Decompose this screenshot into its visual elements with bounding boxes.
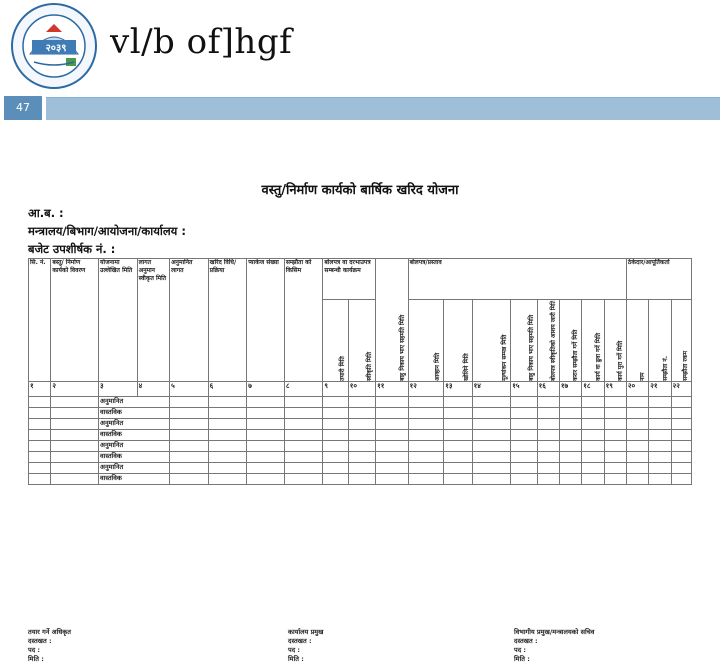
table-cell xyxy=(284,462,323,473)
table-cell xyxy=(604,440,626,451)
table-cell xyxy=(444,429,472,440)
header-plan-date: योजनामा उल्लेखित मिति xyxy=(99,259,138,382)
table-cell xyxy=(348,407,375,418)
table-cell xyxy=(582,418,604,429)
row-type-label: वास्तविक xyxy=(99,429,170,440)
row-type-label: वास्तविक xyxy=(99,451,170,462)
table-row xyxy=(29,440,692,451)
table-cell xyxy=(247,440,285,451)
table-cell xyxy=(323,429,348,440)
page-number: 47 xyxy=(16,101,30,114)
table-cell xyxy=(626,440,648,451)
header-description: बस्तु/ निर्माण कार्यको विवरण xyxy=(51,259,99,382)
column-number: २ xyxy=(51,381,99,396)
row-type-label: वास्तविक xyxy=(99,473,170,484)
column-number: १३ xyxy=(444,381,472,396)
procurement-plan-document xyxy=(24,180,696,663)
table-cell xyxy=(348,462,375,473)
table-cell xyxy=(170,473,209,484)
table-cell xyxy=(649,451,671,462)
table-cell xyxy=(649,418,671,429)
table-row xyxy=(29,429,692,440)
procurement-table xyxy=(28,258,692,485)
column-number: १७ xyxy=(559,381,581,396)
table-cell xyxy=(537,440,559,451)
column-number: १९ xyxy=(604,381,626,396)
table-cell xyxy=(626,396,648,407)
table-cell xyxy=(671,440,691,451)
table-cell xyxy=(511,473,537,484)
header-proposal-4: बाहु निकाय भाए सहमति मिति xyxy=(511,300,537,382)
table-cell xyxy=(472,451,511,462)
column-number: १५ xyxy=(511,381,537,396)
table-cell xyxy=(408,440,444,451)
table-cell xyxy=(537,473,559,484)
column-number: ११ xyxy=(376,381,408,396)
table-cell xyxy=(170,429,209,440)
header-contract-type: सम्झौता को किसिम xyxy=(284,259,323,382)
column-number-row xyxy=(29,381,692,396)
table-cell xyxy=(408,396,444,407)
row-type-label: अनुमानित xyxy=(99,462,170,473)
table-cell xyxy=(29,462,51,473)
table-cell xyxy=(51,462,99,473)
row-type-label: अनुमानित xyxy=(99,418,170,429)
table-row xyxy=(29,418,692,429)
column-number: ५ xyxy=(170,381,209,396)
table-cell xyxy=(51,451,99,462)
header-proposal-6: करार सम्झौता गर्ने मिति xyxy=(559,300,581,382)
table-cell xyxy=(537,462,559,473)
table-cell xyxy=(511,396,537,407)
column-number: १२ xyxy=(408,381,444,396)
table-cell xyxy=(51,440,99,451)
table-cell xyxy=(649,440,671,451)
table-cell xyxy=(559,451,581,462)
header-proposal-2: खोलिने मिति xyxy=(444,300,472,382)
table-cell xyxy=(444,396,472,407)
table-cell xyxy=(284,418,323,429)
table-cell xyxy=(444,462,472,473)
table-cell xyxy=(284,440,323,451)
table-cell xyxy=(376,451,408,462)
table-cell xyxy=(323,473,348,484)
table-cell xyxy=(537,418,559,429)
table-cell xyxy=(284,407,323,418)
header-method: खरिद विधि/ प्रक्रिया xyxy=(208,259,247,382)
fiscal-year-label: आ.ब. : xyxy=(28,206,64,220)
table-header-row-1 xyxy=(29,259,692,300)
header-vendor-amount: सम्झौता रकम xyxy=(671,300,691,382)
header-vendor: ठेकेदार/आपूर्तिकर्ता xyxy=(626,259,691,300)
header-estimated-cost: अनुमानित लागत xyxy=(170,259,209,382)
header-proposal-5: बोलपत्र स्वीकृतिको आशय जारी मिति xyxy=(537,300,559,382)
table-cell xyxy=(537,429,559,440)
header-proposal-3: मूल्यांकन सम्पन्न मिति xyxy=(472,300,511,382)
table-cell xyxy=(604,451,626,462)
signature-line: पद : xyxy=(288,646,301,654)
table-cell xyxy=(408,407,444,418)
table-cell xyxy=(582,473,604,484)
table-cell xyxy=(511,440,537,451)
header-proposal-7: कार्य वा ढुवा गर्ने मिति xyxy=(582,300,604,382)
table-cell xyxy=(247,396,285,407)
header-bar xyxy=(46,97,720,120)
table-cell xyxy=(559,407,581,418)
table-cell xyxy=(671,462,691,473)
table-cell xyxy=(408,462,444,473)
table-cell xyxy=(671,396,691,407)
table-cell xyxy=(170,407,209,418)
table-cell xyxy=(284,396,323,407)
table-cell xyxy=(51,396,99,407)
signature-block-preparer xyxy=(28,628,71,664)
table-cell xyxy=(247,451,285,462)
table-row xyxy=(29,462,692,473)
signature-line: पद : xyxy=(28,646,41,654)
table-cell xyxy=(604,396,626,407)
signature-line: मिति : xyxy=(28,655,44,663)
header-vendor-contract-no: सम्झौता नं. xyxy=(649,300,671,382)
signature-line: मिति : xyxy=(514,655,530,663)
signature-line: दस्तखत : xyxy=(28,637,52,645)
header-bid-proposal: बोलपत्र/प्रस्ताव xyxy=(408,259,626,300)
table-cell xyxy=(511,418,537,429)
table-cell xyxy=(472,440,511,451)
column-number: १६ xyxy=(537,381,559,396)
table-cell xyxy=(537,407,559,418)
table-cell xyxy=(247,418,285,429)
budget-head-label: बजेट उपशीर्षक नं. : xyxy=(28,242,116,256)
column-number: १० xyxy=(348,381,375,396)
table-cell xyxy=(29,396,51,407)
table-cell xyxy=(408,451,444,462)
table-cell xyxy=(559,440,581,451)
table-cell xyxy=(284,473,323,484)
table-cell xyxy=(247,473,285,484)
column-number: ९ xyxy=(323,381,348,396)
column-number: ३ xyxy=(99,381,138,396)
table-cell xyxy=(604,407,626,418)
header-bid-program: बोलपत्र वा दरभाउपत्र सम्बन्धी कार्यक्रम xyxy=(323,259,376,300)
column-number: ४ xyxy=(137,381,169,396)
table-cell xyxy=(582,440,604,451)
signature-line: तयार गर्ने अधिकृत xyxy=(28,628,71,636)
table-cell xyxy=(284,451,323,462)
row-type-label: अनुमानित xyxy=(99,440,170,451)
signature-line: दस्तखत : xyxy=(514,637,538,645)
table-cell xyxy=(649,473,671,484)
table-cell xyxy=(323,451,348,462)
column-number: २० xyxy=(626,381,648,396)
table-cell xyxy=(29,451,51,462)
signature-block-department-head xyxy=(514,628,594,664)
table-cell xyxy=(51,429,99,440)
table-cell xyxy=(444,407,472,418)
table-cell xyxy=(604,462,626,473)
table-cell xyxy=(472,462,511,473)
table-cell xyxy=(29,418,51,429)
row-type-label: वास्तविक xyxy=(99,407,170,418)
table-cell xyxy=(29,473,51,484)
table-cell xyxy=(170,462,209,473)
table-cell xyxy=(170,451,209,462)
table-row xyxy=(29,396,692,407)
table-cell xyxy=(671,407,691,418)
table-cell xyxy=(472,473,511,484)
table-cell xyxy=(376,407,408,418)
header-cost-approval: लागत अनुमान स्वीकृत मिति xyxy=(137,259,169,382)
column-number: २२ xyxy=(671,381,691,396)
table-cell xyxy=(671,429,691,440)
table-cell xyxy=(626,451,648,462)
table-cell xyxy=(376,418,408,429)
table-cell xyxy=(348,451,375,462)
column-number: १४ xyxy=(472,381,511,396)
row-type-label: अनुमानित xyxy=(99,396,170,407)
table-cell xyxy=(170,418,209,429)
table-cell xyxy=(649,407,671,418)
column-number: ८ xyxy=(284,381,323,396)
table-cell xyxy=(559,473,581,484)
header-bid-prep: तयारी मिति xyxy=(323,300,348,382)
table-cell xyxy=(537,451,559,462)
header-vendor-name: नाम xyxy=(626,300,648,382)
table-cell xyxy=(408,418,444,429)
table-cell xyxy=(626,473,648,484)
table-cell xyxy=(604,473,626,484)
header-bid-approve: स्वीकृति मिति xyxy=(348,300,375,382)
table-cell xyxy=(626,462,648,473)
table-cell xyxy=(376,473,408,484)
signature-block-office-head xyxy=(288,628,323,664)
table-cell xyxy=(208,451,247,462)
signature-line: पद : xyxy=(514,646,527,654)
header-bid-notice: बाहु निकाय भाए सहमति मिति xyxy=(376,259,408,382)
table-cell xyxy=(376,396,408,407)
table-cell xyxy=(472,429,511,440)
table-cell xyxy=(208,429,247,440)
table-cell xyxy=(472,407,511,418)
table-cell xyxy=(671,418,691,429)
table-cell xyxy=(170,396,209,407)
table-row xyxy=(29,473,692,484)
table-cell xyxy=(559,396,581,407)
table-row xyxy=(29,407,692,418)
column-number: १ xyxy=(29,381,51,396)
signature-line: मिति : xyxy=(288,655,304,663)
slide-title: vl/b of]hgf xyxy=(110,22,293,62)
table-cell xyxy=(671,451,691,462)
logo-year: २०३९ xyxy=(45,43,67,54)
table-cell xyxy=(208,473,247,484)
table-row xyxy=(29,451,692,462)
table-cell xyxy=(323,418,348,429)
institution-logo xyxy=(6,2,102,90)
table-cell xyxy=(247,429,285,440)
table-cell xyxy=(208,462,247,473)
table-cell xyxy=(348,473,375,484)
signature-line: कार्यालय प्रमुख xyxy=(288,628,324,636)
table-cell xyxy=(649,429,671,440)
table-cell xyxy=(284,429,323,440)
table-cell xyxy=(444,440,472,451)
table-cell xyxy=(559,462,581,473)
table-cell xyxy=(208,396,247,407)
table-cell xyxy=(582,396,604,407)
table-cell xyxy=(582,462,604,473)
table-cell xyxy=(511,429,537,440)
table-cell xyxy=(323,462,348,473)
table-cell xyxy=(376,462,408,473)
table-cell xyxy=(472,418,511,429)
header-package: प्याकेज संख्या xyxy=(247,259,285,382)
table-cell xyxy=(348,396,375,407)
table-cell xyxy=(348,418,375,429)
table-cell xyxy=(247,462,285,473)
document-title: वस्तु/निर्माण कार्यको बार्षिक खरिद योजना xyxy=(261,183,459,198)
table-cell xyxy=(348,429,375,440)
table-cell xyxy=(376,429,408,440)
column-number: २१ xyxy=(649,381,671,396)
table-cell xyxy=(582,451,604,462)
table-cell xyxy=(444,451,472,462)
column-number: ७ xyxy=(247,381,285,396)
table-cell xyxy=(604,429,626,440)
signature-line: विभागीय प्रमुख/मन्त्रालयको सचिव xyxy=(514,628,595,636)
table-cell xyxy=(51,407,99,418)
table-cell xyxy=(537,396,559,407)
table-cell xyxy=(376,440,408,451)
office-label: मन्त्रालय/बिभाग/आयोजना/कार्यालय : xyxy=(28,224,186,238)
table-cell xyxy=(29,440,51,451)
table-cell xyxy=(559,429,581,440)
table-cell xyxy=(348,440,375,451)
table-cell xyxy=(208,440,247,451)
table-cell xyxy=(582,429,604,440)
table-cell xyxy=(444,473,472,484)
table-cell xyxy=(323,407,348,418)
table-cell xyxy=(29,407,51,418)
header-proposal-8: कार्य पुरा गर्ने मिति xyxy=(604,300,626,382)
table-cell xyxy=(208,407,247,418)
table-cell xyxy=(408,473,444,484)
table-cell xyxy=(511,407,537,418)
column-number: १८ xyxy=(582,381,604,396)
table-cell xyxy=(649,462,671,473)
table-cell xyxy=(170,440,209,451)
page-number-box xyxy=(4,96,42,120)
table-cell xyxy=(626,407,648,418)
table-cell xyxy=(472,396,511,407)
header-proposal-1: आव्हान मिति xyxy=(408,300,444,382)
table-cell xyxy=(408,429,444,440)
table-cell xyxy=(29,429,51,440)
table-cell xyxy=(444,418,472,429)
table-cell xyxy=(671,473,691,484)
table-cell xyxy=(559,418,581,429)
table-cell xyxy=(323,440,348,451)
table-cell xyxy=(626,418,648,429)
table-cell xyxy=(208,418,247,429)
column-number: ६ xyxy=(208,381,247,396)
table-cell xyxy=(51,473,99,484)
table-cell xyxy=(649,396,671,407)
table-cell xyxy=(604,418,626,429)
table-cell xyxy=(511,462,537,473)
header-sn: सि. नं. xyxy=(29,259,51,382)
table-cell xyxy=(626,429,648,440)
table-cell xyxy=(51,418,99,429)
table-cell xyxy=(323,396,348,407)
table-cell xyxy=(582,407,604,418)
signature-line: दस्तखत : xyxy=(288,637,312,645)
table-cell xyxy=(511,451,537,462)
table-cell xyxy=(247,407,285,418)
